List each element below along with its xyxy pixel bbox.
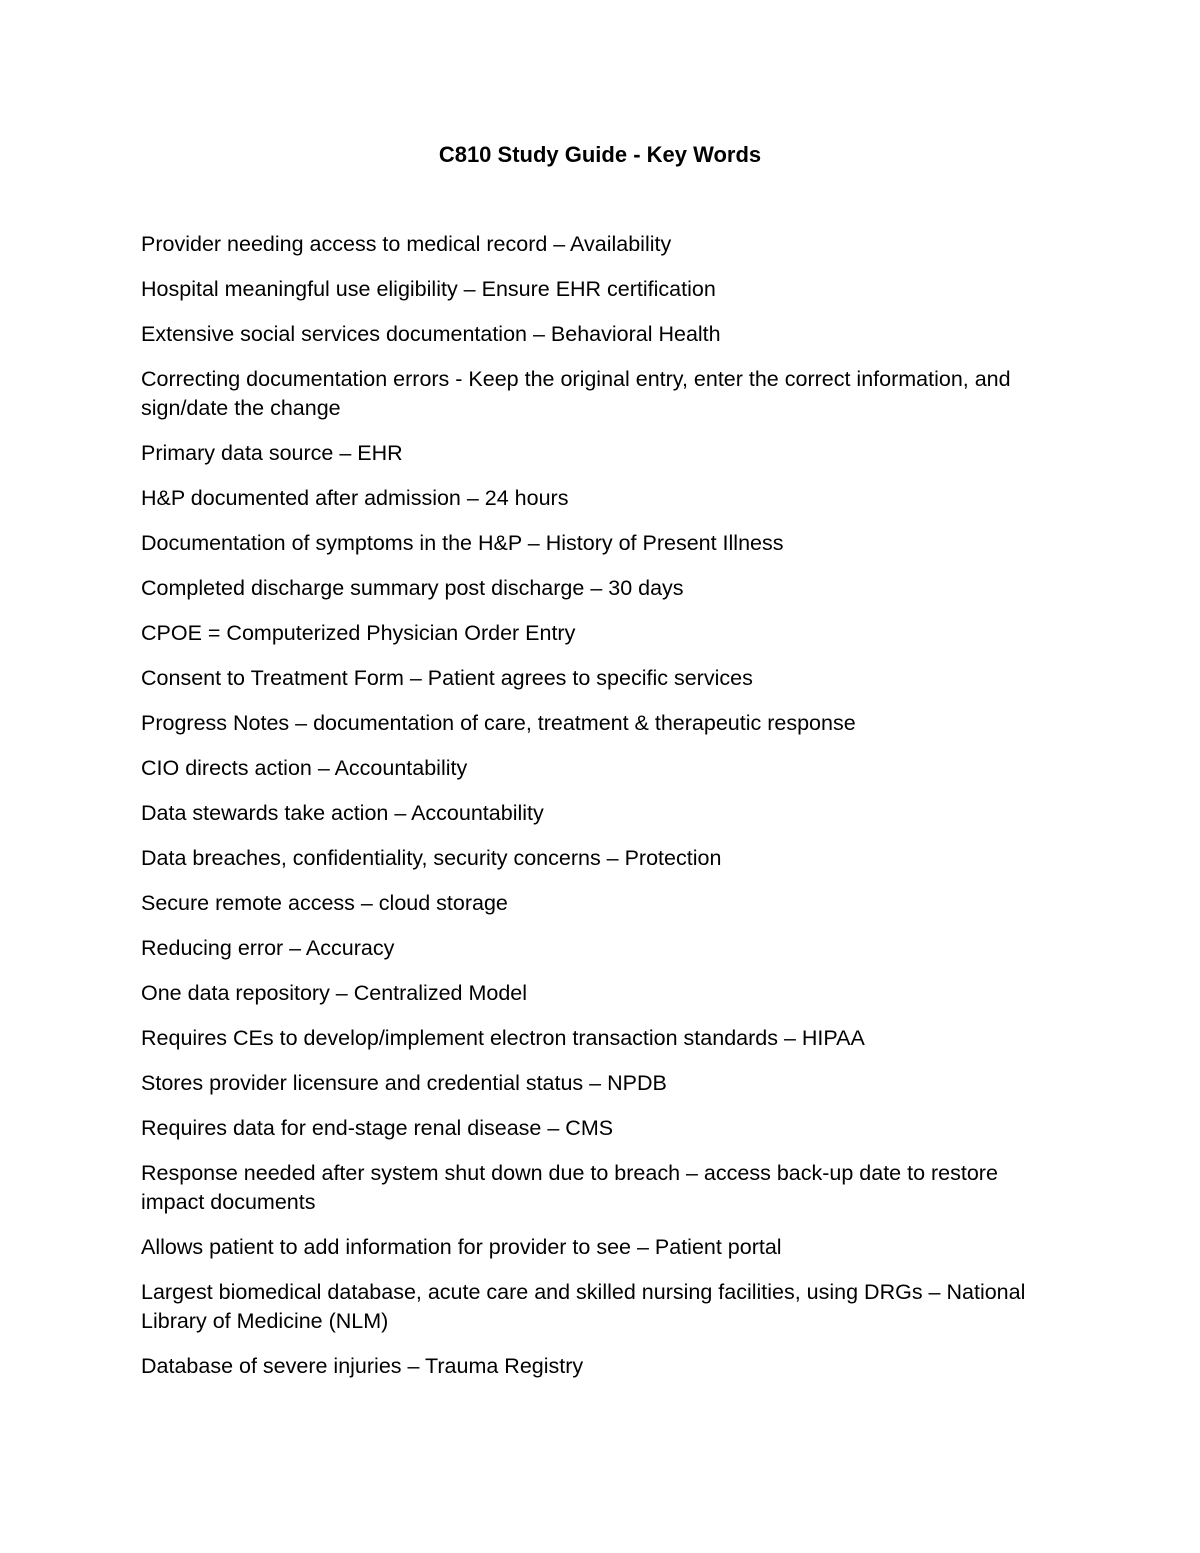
list-item: Extensive social services documentation – Behavioral Health xyxy=(141,322,721,346)
list-item: Reducing error – Accuracy xyxy=(141,936,395,960)
list-item: Secure remote access – cloud storage xyxy=(141,891,508,915)
list-item: Provider needing access to medical record – Availability xyxy=(141,232,672,256)
list-item: Database of severe injuries – Trauma Registry xyxy=(141,1354,584,1378)
list-item: Requires data for end-stage renal disease – CMS xyxy=(141,1116,614,1140)
list-item: Requires CEs to develop/implement electron transaction standards – HIPAA xyxy=(141,1026,865,1050)
document-title: C810 Study Guide - Key Words xyxy=(438,142,762,167)
list-item: Allows patient to add information for provider to see – Patient portal xyxy=(141,1235,782,1259)
list-item: Hospital meaningful use eligibility – Ensure EHR certification xyxy=(141,277,716,301)
list-item: Stores provider licensure and credential status – NPDB xyxy=(141,1071,667,1095)
list-item: Documentation of symptoms in the H&P – History of Present Illness xyxy=(141,531,784,555)
list-item: Consent to Treatment Form – Patient agrees to specific services xyxy=(141,666,753,690)
list-item: CPOE = Computerized Physician Order Entry xyxy=(141,621,576,645)
list-item: Primary data source – EHR xyxy=(141,441,403,465)
list-item: Largest biomedical database, acute care and skilled nursing facilities, using DRGs – National Library of Medicine (NLM) xyxy=(141,1280,1026,1333)
list-item: One data repository – Centralized Model xyxy=(141,981,528,1005)
list-item: Completed discharge summary post discharge – 30 days xyxy=(141,576,684,600)
list-item: CIO directs action – Accountability xyxy=(141,756,468,780)
list-item: Data stewards take action – Accountability xyxy=(141,801,544,825)
list-item: Data breaches, confidentiality, security concerns – Protection xyxy=(141,846,722,870)
list-item: H&P documented after admission – 24 hours xyxy=(141,486,569,510)
list-item: Progress Notes – documentation of care, treatment & therapeutic response xyxy=(141,711,856,735)
list-item: Response needed after system shut down due to breach – access back-up date to restore impact documents xyxy=(141,1161,998,1214)
entry-list xyxy=(141,230,1061,1397)
list-item: Correcting documentation errors - Keep the original entry, enter the correct information, and sign/date the change xyxy=(141,367,1011,420)
